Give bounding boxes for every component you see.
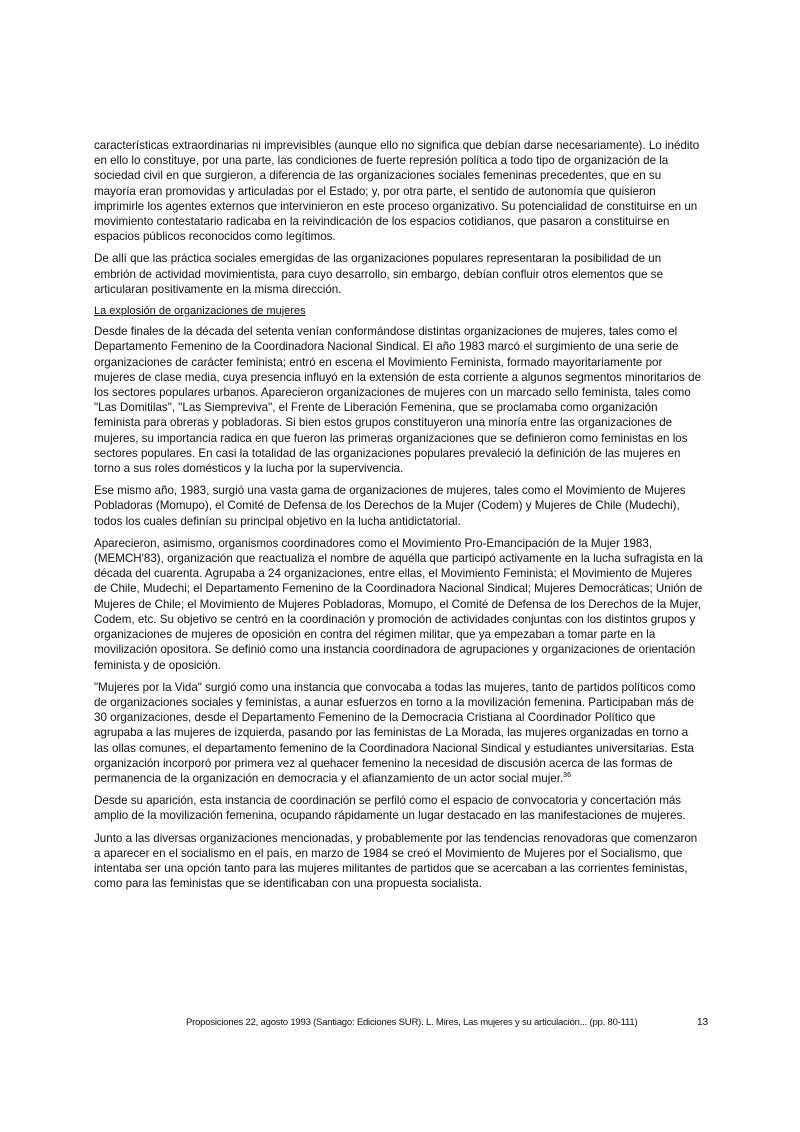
section-heading: La explosión de organizaciones de mujeres — [94, 305, 306, 318]
paragraph-6 — [94, 680, 706, 786]
paragraph-4: Ese mismo año, 1983, surgió una vasta gama de organizaciones de mujeres, tales como el Movimiento de Mujeres Pobladoras (Momupo), el Comité de Defensa de los Derechos de la Mujer (Codem) y Mujeres de Chile (Mudechi), todos los cuales definían su principal objetivo en la lucha antidictatorial. — [94, 484, 686, 528]
page-number: 13 — [697, 1017, 709, 1028]
paragraph-7: Desde su aparición, esta instancia de coordinación se perfiló como el espacio de convocatoria y concertación más amplio de la movilización femenina, ocupando rápidamente un lugar destacado en las manifestaciones de mujeres. — [94, 794, 686, 823]
document-body — [94, 138, 706, 898]
paragraph-6-text: "Mujeres por la Vida" surgió como una instancia que convocaba a todas las mujeres, tanto de partidos políticos como de organizaciones sociales y feministas, a aunar esfuerzos en torno a la movilización femenina. Participaban más de 30 organizaciones, desde el Departamento Femenino de la Democracia Cristiana al Coordinador Político que agrupaba a las mujeres de izquierda, pasando por las feministas de La Morada, las mujeres organizadas en torno a las ollas comunes, el departamento femenino de la Coordinadora Nacional Sindical y estudiantes universitarias. Esta organización incorporó por primera vez al quehacer femenino la necesidad de discusión acerca de las formas de permanencia de la organización en democracia y el afianzamiento de un actor social mujer. — [94, 680, 696, 785]
paragraph-3: Desde finales de la década del setenta venían conformándose distintas organizaciones de mujeres, tales como el Departamento Femenino de la Coordinadora Nacional Sindical. El año 1983 marcó el surgimiento de una serie de organizaciones de carácter feminista; entró en escena el Movimiento Feminista, formado mayoritariamente por mujeres de clase media, cuya presencia influyó en la extensión de esta corriente a algunos segmentos minoritarios de los sectores populares urbanos. Aparecieron organizaciones de mujeres con un marcado sello feminista, tales como "Las Domitilas", "Las Siempreviva", el Frente de Liberación Femenina, que se proclamaba como organización feminista para obreras y pobladoras. Si bien estos grupos constituyeron una minoría entre las organizaciones de mujeres, su importancia radica en que fueron las primeras organizaciones que se definieron como feministas en los sectores populares. En casi la totalidad de las organizaciones populares prevaleció la definición de las mujeres en torno a sus roles domésticos y la lucha por la supervivencia. — [94, 325, 702, 476]
paragraph-8: Junto a las diversas organizaciones mencionadas, y probablemente por las tendencias renovadoras que comenzaron a aparecer en el socialismo en el país, en marzo de 1984 se creó el Movimiento de Mujeres por el Socialismo, que intentaba ser una opción tanto para las mujeres militantes de partidos que se acercaban a las corrientes feministas, como para las feministas que se identificaban con una propuesta socialista. — [94, 831, 698, 891]
paragraph-2: De allí que las práctica sociales emergidas de las organizaciones populares representaran la posibilidad de un embrión de actividad movimientista, para cuyo desarrollo, sin embargo, debían confluir otros elementos que se articularan positivamente en la misma dirección. — [94, 252, 664, 296]
paragraph-5: Aparecieron, asimismo, organismos coordinadores como el Movimiento Pro-Emancipación de la Mujer 1983, (MEMCH'83), organización que reactualiza el nombre de aquélla que participó activamente en la lucha sufragista en la década del cuarenta. Agrupaba a 24 organizaciones, entre ellas, el Movimiento Feminista; el Movimiento de Mujeres de Chile, Mudechi; el Departamento Femenino de la Coordinadora Nacional Sindical; Mujeres Democráticas; Unión de Mujeres de Chile; el Movimiento de Mujeres Pobladoras, Momupo, el Comité de Defensa de los Derechos de la Mujer, Codem, etc. Su objetivo se centró en la coordinación y promoción de actividades conjuntas con los distintos grupos y organizaciones de mujeres de oposición en contra del régimen militar, que ya empezaban a tomar parte en la movilización opositora. Se definió como una instancia coordinadora de agrupaciones y organizaciones de orientación feminista y de oposición. — [94, 536, 703, 672]
footnote-reference: 36 — [563, 772, 571, 780]
paragraph-1: características extraordinarias ni imprevisibles (aunque ello no significa que debían darse necesariamente). Lo inédito en ello lo constituye, por una parte, las condiciones de fuerte represión política a todo tipo de organización de la sociedad civil en que surgieron, a diferencia de las organizaciones sociales femeninas precedentes, que en su mayoría eran promovidas y articuladas por el Estado; y, por otra parte, el sentido de autonomía que quisieron imprimirle los agentes externos que intervinieron en este proceso organizativo. Su potencialidad de constituirse en un movimiento contestatario radicaba en la reivindicación de los espacios cotidianos, que pasaron a constituirse en espacios públicos reconocidos como legítimos. — [94, 139, 700, 244]
footer-citation: Proposiciones 22, agosto 1993 (Santiago: Ediciones SUR). L. Mires, Las mujeres y su articulación... (pp. 80-111) — [186, 1017, 638, 1028]
